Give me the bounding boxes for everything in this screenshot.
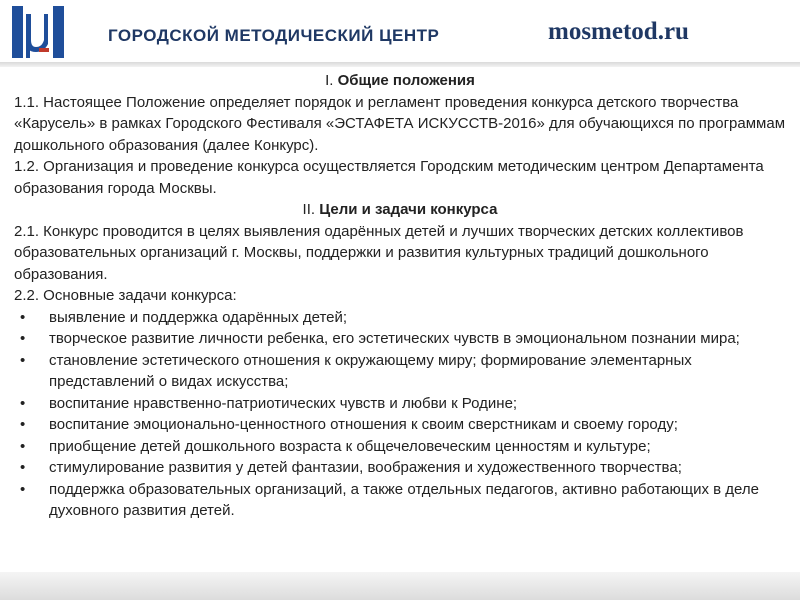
paragraph: 1.2. Организация и проведение конкурса осуществляется Городским методическим центром Департамента образования города Москвы. [14, 158, 764, 197]
list-item [0, 479, 800, 522]
mosmetod-logo-icon [6, 4, 70, 60]
header [0, 0, 800, 62]
document-body [0, 70, 800, 590]
section-title: Общие положения [337, 72, 475, 89]
paragraph: 2.1. Конкурс проводится в целях выявления одарённых детей и лучших творческих детских коллективов образовательных организаций г. Москвы, поддержки и развития культурных традиций дошкольного образования. [14, 222, 744, 283]
bullet-icon: • [20, 394, 26, 412]
bullet-icon: • [20, 351, 26, 369]
list-item-text: воспитание нравственно-патриотических чувств и любви к Родине; [49, 394, 518, 412]
list-item [0, 393, 800, 415]
list-item [0, 307, 800, 329]
list-item-text: стимулирование развития у детей фантазии, воображения и художественного творчества; [49, 459, 682, 476]
bullet-icon: • [20, 437, 26, 455]
list-item-text: выявление и поддержка одарённых детей; [49, 308, 348, 326]
bullet-icon: • [20, 480, 26, 498]
list-item-text: творческое развитие личности ребенка, его эстетических чувств в эмоциональном познании мира; [49, 330, 740, 347]
list-item [0, 457, 800, 479]
section-number: II. [302, 201, 316, 218]
section-heading-1 [0, 70, 800, 92]
list-item [0, 328, 800, 350]
paragraph: 2.2. Основные задачи конкурса: [14, 287, 237, 304]
list-item [0, 414, 800, 436]
list-item-text: воспитание эмоционально-ценностного отношения к своим сверстникам и своему городу; [49, 416, 678, 433]
bullet-icon: • [20, 416, 26, 433]
tasks-list [0, 307, 800, 522]
header-divider [0, 62, 800, 67]
org-title: ГОРОДСКОЙ МЕТОДИЧЕСКИЙ ЦЕНТР [108, 26, 440, 45]
section-number: I. [325, 72, 334, 89]
list-item-text: поддержка образовательных организаций, а также отдельных педагогов, активно работающих в деле духовного развития детей. [49, 480, 759, 519]
list-item [0, 350, 800, 393]
list-item-text: приобщение детей дошкольного возраста к общечеловеческим ценностям и культуре; [49, 437, 651, 455]
site-url[interactable]: mosmetod.ru [548, 18, 689, 45]
paragraph: 1.1. Настоящее Положение определяет порядок и регламент проведения конкурса детского творчества «Карусель» в рамках Городского Фестиваля «ЭСТАФЕТА ИСКУССТВ-2016» для обучающихся по программам дошкольного образования (далее Конкурс). [14, 93, 786, 154]
list-item-text: становление эстетического отношения к окружающему миру; формирование элементарных представлений о видах искусства; [49, 351, 692, 390]
footer-band [0, 572, 800, 600]
section-title: Цели и задачи конкурса [319, 201, 498, 218]
bullet-icon: • [20, 330, 26, 347]
list-item [0, 436, 800, 458]
section-heading-2 [0, 199, 800, 221]
bullet-icon: • [20, 308, 26, 326]
bullet-icon: • [20, 459, 26, 476]
